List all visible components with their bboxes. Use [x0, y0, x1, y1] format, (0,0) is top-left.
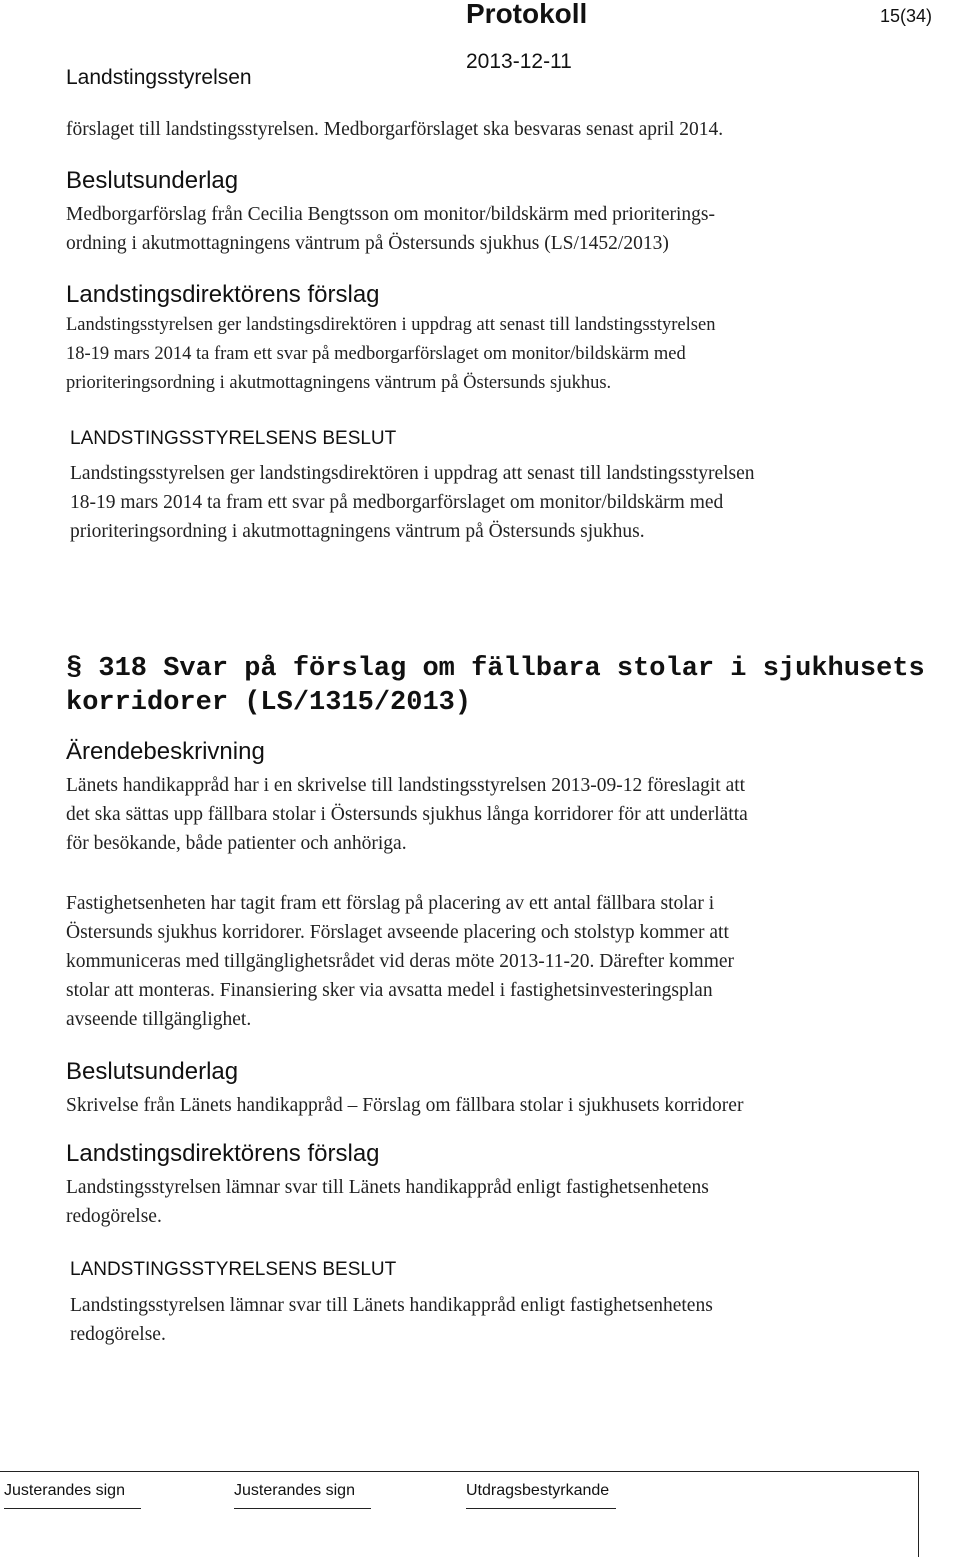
forslag-heading: Landstingsdirektörens förslag [66, 281, 380, 308]
text-line: Östersunds sjukhus korridorer. Förslaget avseende placering och stolstyp kommer att [66, 922, 729, 943]
arende-paragraph-1 [66, 771, 748, 858]
extract-line [466, 1508, 616, 1509]
document-title: Protokoll [466, 0, 588, 29]
text-line: avseende tillgänglighet. [66, 1009, 252, 1030]
forslag-text [66, 311, 715, 398]
text-line: prioriteringsordning i akutmottagningens väntrum på Östersunds sjukhus. [66, 373, 612, 393]
section-title [66, 652, 925, 720]
text-line: Fastighetsenheten har tagit fram ett förslag på placering av ett antal fällbara stolar i [66, 893, 715, 914]
signature-line-2 [234, 1508, 371, 1509]
text-line: ordning i akutmottagningens väntrum på Östersunds sjukhus (LS/1452/2013) [66, 233, 669, 254]
text-line: Skrivelse från Länets handikappråd – Förslag om fällbara stolar i sjukhusets korridorer [66, 1095, 744, 1116]
signature-line-1 [4, 1508, 141, 1509]
text-line: 18-19 mars 2014 ta fram ett svar på medborgarförslaget om monitor/bildskärm med [70, 492, 724, 513]
document-date: 2013-12-11 [466, 50, 572, 73]
section-title-line: korridorer (LS/1315/2013) [66, 688, 472, 718]
text-line: Länets handikappråd har i en skrivelse till landstingsstyrelsen 2013-09-12 föreslagit att [66, 775, 746, 796]
footer-divider [0, 1471, 918, 1472]
text-line: det ska sättas upp fällbara stolar i Östersunds sjukhus långa korridorer för att underlätta [66, 804, 748, 825]
beslutsunderlag-text [66, 1091, 743, 1120]
text-line: 18-19 mars 2014 ta fram ett svar på medborgarförslaget om monitor/bildskärm med [66, 344, 686, 364]
footer-vertical-divider [918, 1471, 919, 1557]
extract-label: Utdragsbestyrkande [466, 1482, 610, 1499]
forslag-text [66, 1173, 709, 1231]
beslutsunderlag-heading: Beslutsunderlag [66, 167, 239, 194]
text-line: redogörelse. [70, 1324, 166, 1345]
signature-label-2: Justerandes sign [234, 1482, 355, 1499]
beslutsunderlag-text [66, 200, 715, 258]
arende-heading: Ärendebeskrivning [66, 738, 265, 765]
arende-paragraph-2 [66, 889, 734, 1034]
text-line: stolar att monteras. Finansiering sker via avsatta medel i fastighetsinvesteringsplan [66, 980, 713, 1001]
forslag-heading: Landstingsdirektörens förslag [66, 1140, 380, 1167]
text-line: redogörelse. [66, 1206, 162, 1227]
organization-name: Landstingsstyrelsen [66, 66, 252, 89]
intro-line: förslaget till landstingsstyrelsen. Medborgarförslaget ska besvaras senast april 2014. [66, 119, 724, 140]
page-number: 15(34) [880, 6, 933, 26]
section-title-line [66, 652, 925, 686]
text-line: för besökande, både patienter och anhöriga. [66, 833, 407, 854]
section-title-text: 318 Svar på förslag om fällbara stolar i sjukhusets [98, 654, 925, 684]
beslut-text [70, 1291, 713, 1349]
signature-label-1: Justerandes sign [4, 1482, 125, 1499]
section-marker: § [66, 654, 83, 684]
beslutsunderlag-heading: Beslutsunderlag [66, 1058, 239, 1085]
beslut-heading: LANDSTINGSSTYRELSENS BESLUT [70, 428, 397, 449]
text-line: Landstingsstyrelsen lämnar svar till Länets handikappråd enligt fastighetsenhetens [66, 1177, 709, 1198]
text-line: prioriteringsordning i akutmottagningens väntrum på Östersunds sjukhus. [70, 521, 645, 542]
beslut-heading: LANDSTINGSSTYRELSENS BESLUT [70, 1259, 397, 1280]
text-line: Medborgarförslag från Cecilia Bengtsson om monitor/bildskärm med prioriterings- [66, 204, 715, 225]
text-line: Landstingsstyrelsen ger landstingsdirektören i uppdrag att senast till landstingsstyrelsen [66, 315, 716, 335]
text-line: Landstingsstyrelsen ger landstingsdirektören i uppdrag att senast till landstingsstyrelsen [70, 463, 755, 484]
text-line: Landstingsstyrelsen lämnar svar till Länets handikappråd enligt fastighetsenhetens [70, 1295, 713, 1316]
text-line: kommuniceras med tillgänglighetsrådet vid deras möte 2013-11-20. Därefter kommer [66, 951, 735, 972]
beslut-text [70, 459, 755, 546]
